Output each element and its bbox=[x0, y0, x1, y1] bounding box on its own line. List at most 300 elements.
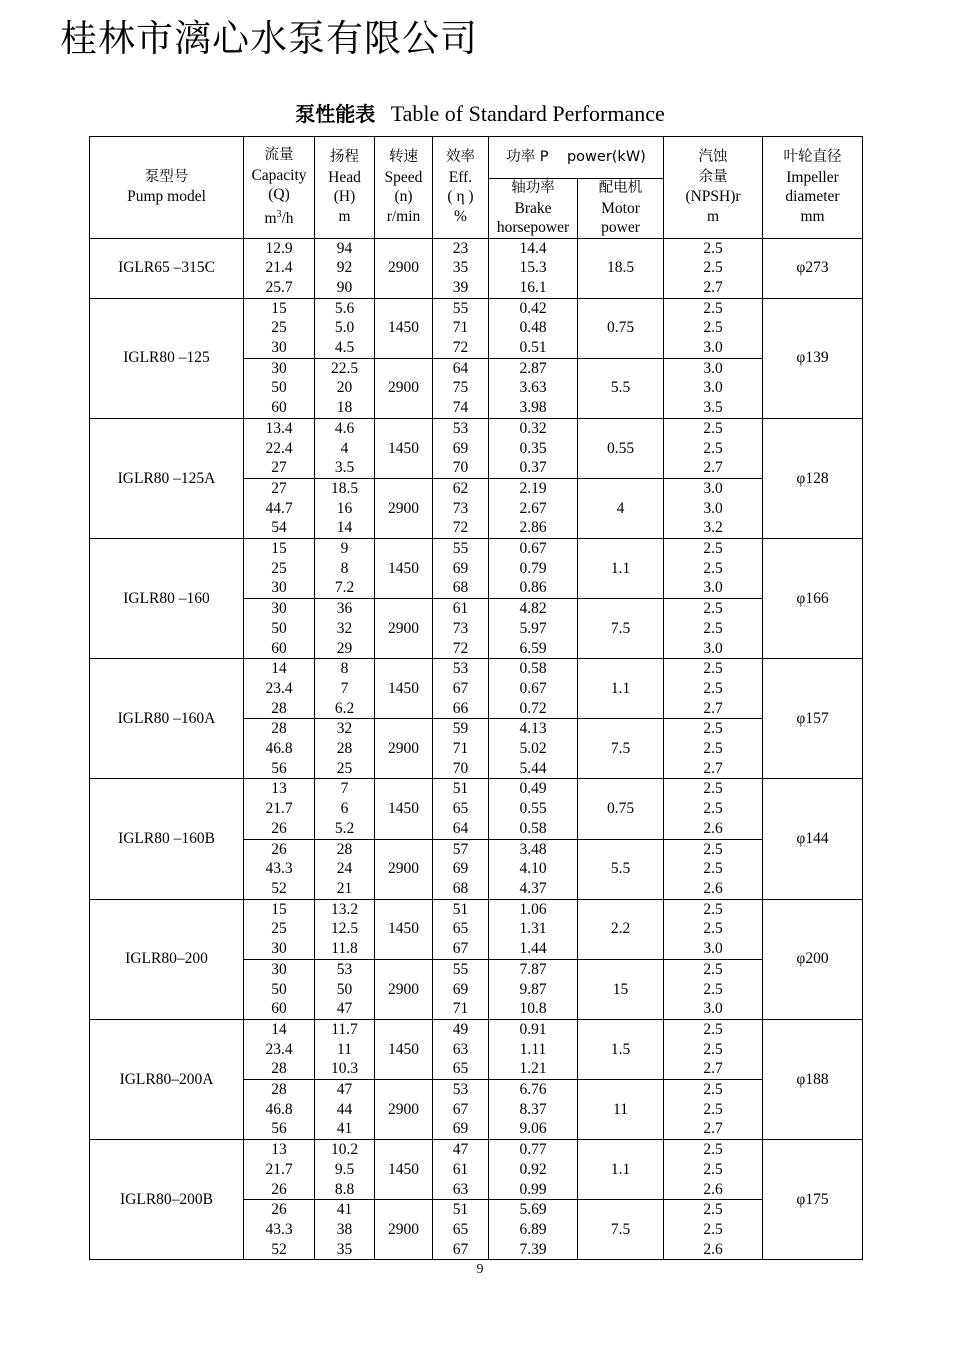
capacity-cell-value: 50 bbox=[271, 379, 287, 397]
brake-cell bbox=[489, 839, 578, 899]
motor-value: 1.1 bbox=[610, 679, 631, 697]
head-cell-value: 94 bbox=[336, 239, 353, 257]
eff-cell-value: 63 bbox=[452, 1040, 469, 1058]
brake-cell bbox=[489, 779, 578, 839]
eff-cell-value: 67 bbox=[452, 1240, 469, 1258]
eff-cell-value: 75 bbox=[452, 379, 469, 397]
brake-cell bbox=[489, 478, 578, 538]
speed-value: 2900 bbox=[388, 980, 419, 998]
head-cell-value: 4.5 bbox=[334, 339, 355, 357]
motor-cell bbox=[578, 839, 664, 899]
eff-cell-value: 71 bbox=[452, 1000, 469, 1018]
capacity-cell bbox=[244, 539, 315, 599]
table-row bbox=[90, 779, 863, 839]
brake-cell bbox=[489, 1140, 578, 1200]
motor-value: 1.5 bbox=[610, 1040, 631, 1058]
head-cell-value: 5.2 bbox=[334, 819, 355, 837]
eff-cell-value: 69 bbox=[452, 439, 469, 457]
eff-cell-value: 65 bbox=[452, 800, 469, 818]
speed-cell bbox=[375, 1200, 433, 1260]
npsh-cell-value: 3.0 bbox=[703, 1000, 723, 1018]
npsh-cell-value: 2.5 bbox=[703, 920, 723, 938]
capacity-cell-value: 56 bbox=[271, 1120, 287, 1138]
brake-cell-value: 2.19 bbox=[519, 479, 547, 497]
header-speed-en: Speed bbox=[384, 168, 423, 186]
impeller-value: φ157 bbox=[796, 710, 829, 728]
eff-cell-value: 73 bbox=[452, 619, 469, 637]
motor-cell bbox=[578, 539, 664, 599]
header-model-cn: 泵型号 bbox=[144, 168, 189, 185]
npsh-cell bbox=[664, 358, 763, 418]
head-cell-value: 11 bbox=[337, 1040, 352, 1058]
eff-cell-value: 64 bbox=[452, 359, 469, 377]
capacity-cell-value: 14 bbox=[271, 1020, 287, 1038]
head-cell bbox=[315, 779, 375, 839]
eff-cell-value: 53 bbox=[452, 660, 469, 678]
brake-cell bbox=[489, 238, 578, 298]
header-capacity bbox=[244, 137, 315, 239]
brake-cell-value: 0.35 bbox=[519, 439, 547, 457]
brake-cell-value: 9.06 bbox=[519, 1120, 547, 1138]
npsh-cell-value: 2.5 bbox=[703, 740, 723, 758]
capacity-cell bbox=[244, 478, 315, 538]
impeller-value: φ139 bbox=[796, 349, 829, 367]
header-brake-en2: horsepower bbox=[496, 219, 570, 236]
motor-cell bbox=[578, 298, 664, 358]
header-power-label: 功率 P power(kW) bbox=[506, 149, 646, 166]
brake-cell-value: 0.58 bbox=[519, 819, 547, 837]
speed-cell bbox=[375, 599, 433, 659]
motor-value: 5.5 bbox=[610, 379, 631, 397]
head-cell bbox=[315, 1140, 375, 1200]
motor-cell bbox=[578, 719, 664, 779]
speed-value: 2900 bbox=[388, 259, 419, 277]
npsh-cell-value: 2.5 bbox=[703, 1220, 723, 1238]
capacity-cell bbox=[244, 298, 315, 358]
capacity-cell-value: 23.4 bbox=[265, 1040, 293, 1058]
speed-value: 1450 bbox=[388, 920, 419, 938]
brake-cell-value: 1.31 bbox=[519, 920, 547, 938]
motor-cell bbox=[578, 779, 664, 839]
head-cell-value: 5.6 bbox=[334, 299, 355, 317]
npsh-cell-value: 2.5 bbox=[703, 259, 723, 277]
motor-cell bbox=[578, 599, 664, 659]
impeller-value: φ200 bbox=[796, 950, 829, 968]
capacity-cell bbox=[244, 1140, 315, 1200]
capacity-cell-value: 54 bbox=[271, 519, 287, 537]
npsh-cell-value: 2.5 bbox=[703, 299, 723, 317]
head-cell-value: 14 bbox=[336, 519, 353, 537]
pump-model-name: IGLR80 –160A bbox=[117, 710, 216, 728]
npsh-cell bbox=[664, 478, 763, 538]
speed-cell bbox=[375, 779, 433, 839]
brake-cell-value: 0.67 bbox=[519, 540, 547, 558]
head-cell-value: 8 bbox=[340, 559, 349, 577]
capacity-cell-value: 30 bbox=[271, 960, 287, 978]
capacity-cell-value: 15 bbox=[271, 299, 287, 317]
capacity-cell bbox=[244, 418, 315, 478]
brake-cell-value: 0.77 bbox=[519, 1141, 547, 1159]
speed-value: 1450 bbox=[388, 800, 419, 818]
pump-model-name: IGLR80–200A bbox=[119, 1070, 214, 1088]
table-row bbox=[90, 899, 863, 959]
head-cell bbox=[315, 1080, 375, 1140]
capacity-cell-value: 15 bbox=[271, 900, 287, 918]
speed-value: 2900 bbox=[388, 1100, 419, 1118]
header-impeller-en1: Impeller bbox=[786, 168, 839, 186]
capacity-cell-value: 25.7 bbox=[265, 278, 293, 296]
capacity-cell bbox=[244, 1019, 315, 1079]
brake-cell bbox=[489, 1019, 578, 1079]
motor-value: 15 bbox=[612, 980, 629, 998]
eff-cell-value: 73 bbox=[452, 499, 469, 517]
brake-cell-value: 0.55 bbox=[519, 800, 547, 818]
header-speed bbox=[375, 137, 433, 239]
motor-cell bbox=[578, 1140, 664, 1200]
eff-cell-value: 57 bbox=[452, 840, 469, 858]
npsh-cell-value: 2.6 bbox=[703, 819, 723, 837]
eff-cell-value: 70 bbox=[452, 759, 469, 777]
brake-cell-value: 1.06 bbox=[519, 900, 547, 918]
npsh-cell bbox=[664, 1080, 763, 1140]
eff-cell bbox=[433, 238, 489, 298]
head-cell-value: 38 bbox=[336, 1220, 353, 1238]
eff-cell bbox=[433, 659, 489, 719]
npsh-cell-value: 2.5 bbox=[703, 860, 723, 878]
capacity-cell-value: 52 bbox=[271, 880, 287, 897]
npsh-cell bbox=[664, 659, 763, 719]
speed-value: 1450 bbox=[388, 559, 419, 577]
capacity-cell-value: 30 bbox=[271, 600, 287, 618]
table-row bbox=[90, 659, 863, 719]
npsh-cell-value: 2.6 bbox=[703, 1240, 723, 1258]
brake-cell-value: 0.72 bbox=[519, 699, 547, 717]
npsh-cell bbox=[664, 959, 763, 1019]
capacity-cell-value: 30 bbox=[271, 940, 287, 958]
impeller-cell bbox=[763, 238, 863, 298]
pump-model-name: IGLR65 –315C bbox=[118, 259, 215, 277]
header-brake bbox=[489, 179, 578, 239]
impeller-cell bbox=[763, 418, 863, 538]
table-title-cn: 泵性能表 bbox=[295, 102, 376, 126]
motor-value: 1.1 bbox=[610, 559, 631, 577]
head-cell-value: 35 bbox=[336, 1240, 353, 1258]
head-cell bbox=[315, 899, 375, 959]
header-eff-en: Eff. bbox=[448, 168, 473, 186]
motor-cell bbox=[578, 478, 664, 538]
header-capacity-cn: 流量 bbox=[264, 147, 294, 164]
head-cell bbox=[315, 358, 375, 418]
impeller-cell bbox=[763, 539, 863, 659]
eff-cell bbox=[433, 839, 489, 899]
table-row bbox=[90, 539, 863, 599]
brake-cell bbox=[489, 1080, 578, 1140]
unit-tail: /h bbox=[281, 209, 294, 227]
capacity-cell-value: 28 bbox=[271, 1060, 287, 1078]
header-head-cn: 扬程 bbox=[330, 149, 359, 166]
speed-cell bbox=[375, 418, 433, 478]
npsh-cell-value: 2.5 bbox=[703, 660, 723, 678]
head-cell-value: 4 bbox=[340, 439, 349, 457]
header-eff-cn: 效率 bbox=[446, 149, 475, 166]
head-cell bbox=[315, 1019, 375, 1079]
brake-cell bbox=[489, 899, 578, 959]
speed-value: 2900 bbox=[388, 740, 419, 758]
eff-cell-value: 49 bbox=[452, 1020, 469, 1038]
motor-value: 0.75 bbox=[606, 319, 635, 337]
eff-cell-value: 69 bbox=[452, 559, 469, 577]
table-row bbox=[90, 1140, 863, 1200]
capacity-cell-value: 46.8 bbox=[265, 740, 293, 758]
brake-cell bbox=[489, 659, 578, 719]
eff-cell bbox=[433, 539, 489, 599]
eff-cell bbox=[433, 1140, 489, 1200]
capacity-cell-value: 21.7 bbox=[265, 1160, 293, 1178]
pump-model-name: IGLR80 –160B bbox=[118, 830, 215, 848]
brake-cell-value: 16.1 bbox=[519, 278, 547, 296]
capacity-cell-value: 13 bbox=[271, 1141, 287, 1159]
npsh-cell-value: 2.5 bbox=[703, 1020, 723, 1038]
npsh-cell-value: 2.7 bbox=[703, 759, 723, 777]
capacity-cell-value: 28 bbox=[271, 720, 287, 738]
eff-cell-value: 47 bbox=[452, 1141, 469, 1159]
capacity-cell-value: 15 bbox=[271, 540, 287, 558]
motor-value: 7.5 bbox=[610, 1220, 631, 1238]
header-power bbox=[489, 137, 664, 179]
head-cell-value: 25 bbox=[336, 759, 353, 777]
npsh-cell bbox=[664, 599, 763, 659]
capacity-cell bbox=[244, 358, 315, 418]
capacity-cell-value: 28 bbox=[271, 1081, 287, 1099]
head-cell-value: 53 bbox=[336, 960, 353, 978]
speed-cell bbox=[375, 539, 433, 599]
brake-cell-value: 8.37 bbox=[519, 1100, 547, 1118]
eff-cell-value: 72 bbox=[452, 339, 469, 357]
eff-cell-value: 70 bbox=[452, 459, 469, 477]
brake-cell bbox=[489, 719, 578, 779]
speed-value: 1450 bbox=[388, 439, 419, 457]
npsh-cell bbox=[664, 779, 763, 839]
pump-model-cell bbox=[90, 779, 244, 899]
npsh-cell-value: 2.5 bbox=[703, 800, 723, 818]
head-cell-value: 18.5 bbox=[330, 479, 359, 497]
brake-cell-value: 0.51 bbox=[519, 339, 547, 357]
capacity-cell-value: 12.9 bbox=[265, 239, 293, 257]
motor-value: 7.5 bbox=[610, 619, 631, 637]
motor-cell bbox=[578, 358, 664, 418]
eff-cell-value: 59 bbox=[452, 720, 469, 738]
brake-cell-value: 3.98 bbox=[519, 399, 547, 417]
brake-cell-value: 4.37 bbox=[519, 880, 547, 897]
npsh-cell-value: 2.5 bbox=[703, 1160, 723, 1178]
eff-cell-value: 69 bbox=[452, 1120, 469, 1138]
head-cell-value: 47 bbox=[336, 1000, 353, 1018]
header-head-symbol: (H) bbox=[333, 188, 356, 206]
capacity-cell-value: 56 bbox=[271, 759, 287, 777]
npsh-cell-value: 2.7 bbox=[703, 699, 723, 717]
eff-cell-value: 62 bbox=[452, 479, 469, 497]
brake-cell-value: 0.67 bbox=[519, 679, 547, 697]
npsh-cell-value: 3.5 bbox=[703, 399, 723, 417]
head-cell bbox=[315, 539, 375, 599]
capacity-cell-value: 30 bbox=[271, 579, 287, 597]
speed-value: 1450 bbox=[388, 679, 419, 697]
brake-cell-value: 1.21 bbox=[519, 1060, 547, 1078]
capacity-cell bbox=[244, 238, 315, 298]
brake-cell-value: 1.44 bbox=[519, 940, 547, 958]
header-npsh-cn2: 余量 bbox=[698, 168, 728, 185]
pump-model-name: IGLR80 –125A bbox=[117, 469, 216, 487]
capacity-cell-value: 25 bbox=[271, 920, 287, 938]
head-cell-value: 47 bbox=[336, 1081, 353, 1099]
eff-cell-value: 53 bbox=[452, 1081, 469, 1099]
capacity-cell-value: 44.7 bbox=[265, 499, 293, 517]
impeller-cell bbox=[763, 659, 863, 779]
motor-value: 0.55 bbox=[606, 439, 635, 457]
eff-cell-value: 53 bbox=[452, 419, 469, 437]
table-row bbox=[90, 1019, 863, 1079]
speed-cell bbox=[375, 298, 433, 358]
capacity-cell bbox=[244, 1200, 315, 1260]
motor-cell bbox=[578, 418, 664, 478]
brake-cell-value: 6.59 bbox=[519, 639, 547, 657]
speed-cell bbox=[375, 959, 433, 1019]
table-row bbox=[90, 298, 863, 358]
npsh-cell-value: 3.0 bbox=[703, 359, 723, 377]
speed-cell bbox=[375, 719, 433, 779]
speed-cell bbox=[375, 839, 433, 899]
pump-model-cell bbox=[90, 1140, 244, 1260]
motor-value: 4 bbox=[616, 499, 625, 517]
eff-cell-value: 71 bbox=[452, 740, 469, 758]
header-npsh-en: (NPSH)r bbox=[685, 188, 741, 206]
eff-cell-value: 72 bbox=[452, 519, 469, 537]
npsh-cell bbox=[664, 1019, 763, 1079]
capacity-cell-value: 23.4 bbox=[265, 679, 293, 697]
capacity-cell bbox=[244, 599, 315, 659]
header-pump-model bbox=[90, 137, 244, 239]
brake-cell-value: 0.42 bbox=[519, 299, 547, 317]
header-eff bbox=[433, 137, 489, 239]
npsh-cell bbox=[664, 719, 763, 779]
head-cell bbox=[315, 238, 375, 298]
motor-value: 7.5 bbox=[610, 740, 631, 758]
pump-model-cell bbox=[90, 659, 244, 779]
npsh-cell-value: 3.0 bbox=[703, 379, 723, 397]
header-npsh bbox=[664, 137, 763, 239]
impeller-cell bbox=[763, 1140, 863, 1260]
brake-cell-value: 0.32 bbox=[519, 419, 547, 437]
eff-cell bbox=[433, 899, 489, 959]
head-cell bbox=[315, 599, 375, 659]
npsh-cell-value: 2.5 bbox=[703, 239, 723, 257]
motor-cell bbox=[578, 899, 664, 959]
eff-cell-value: 64 bbox=[452, 819, 469, 837]
head-cell bbox=[315, 298, 375, 358]
motor-cell bbox=[578, 1200, 664, 1260]
eff-cell-value: 51 bbox=[452, 780, 469, 798]
speed-cell bbox=[375, 478, 433, 538]
header-speed-symbol: (n) bbox=[394, 188, 413, 206]
capacity-cell-value: 26 bbox=[271, 1180, 287, 1198]
header-head-unit: m bbox=[338, 207, 351, 225]
eff-cell-value: 74 bbox=[452, 399, 469, 417]
header-brake-en1: Brake bbox=[514, 199, 552, 217]
npsh-cell-value: 2.7 bbox=[703, 1060, 723, 1078]
eff-cell-value: 68 bbox=[452, 880, 469, 897]
head-cell-value: 6.2 bbox=[334, 699, 355, 717]
capacity-cell-value: 26 bbox=[271, 819, 287, 837]
header-head bbox=[315, 137, 375, 239]
impeller-cell bbox=[763, 779, 863, 899]
eff-cell-value: 23 bbox=[452, 239, 469, 257]
npsh-cell bbox=[664, 839, 763, 899]
capacity-cell-value: 14 bbox=[271, 660, 287, 678]
impeller-cell bbox=[763, 899, 863, 1019]
motor-value: 11 bbox=[613, 1100, 628, 1118]
capacity-cell-value: 13 bbox=[271, 780, 287, 798]
head-cell-value: 5.0 bbox=[334, 319, 355, 337]
table-row bbox=[90, 418, 863, 478]
head-cell-value: 28 bbox=[336, 840, 353, 858]
capacity-cell bbox=[244, 659, 315, 719]
motor-cell bbox=[578, 1080, 664, 1140]
brake-cell-value: 0.91 bbox=[519, 1020, 547, 1038]
npsh-cell-value: 2.5 bbox=[703, 1081, 723, 1099]
head-cell bbox=[315, 659, 375, 719]
npsh-cell-value: 2.5 bbox=[703, 439, 723, 457]
brake-cell-value: 4.82 bbox=[519, 600, 547, 618]
brake-cell bbox=[489, 1200, 578, 1260]
header-motor bbox=[578, 179, 664, 239]
head-cell-value: 36 bbox=[336, 600, 353, 618]
brake-cell-value: 5.97 bbox=[519, 619, 547, 637]
capacity-cell-value: 30 bbox=[271, 359, 287, 377]
brake-cell-value: 4.10 bbox=[519, 860, 547, 878]
unit-base: m bbox=[264, 209, 277, 227]
eff-cell-value: 39 bbox=[452, 278, 469, 296]
eff-cell-value: 72 bbox=[452, 639, 469, 657]
capacity-cell-value: 60 bbox=[271, 1000, 287, 1018]
header-speed-cn: 转速 bbox=[389, 149, 418, 166]
company-name: 桂林市漓心水泵有限公司 bbox=[60, 17, 478, 60]
capacity-cell-value: 25 bbox=[271, 559, 287, 577]
head-cell-value: 10.3 bbox=[330, 1060, 359, 1078]
head-cell bbox=[315, 719, 375, 779]
npsh-cell-value: 2.7 bbox=[703, 278, 723, 296]
eff-cell-value: 67 bbox=[452, 1100, 469, 1118]
capacity-cell bbox=[244, 899, 315, 959]
brake-cell bbox=[489, 418, 578, 478]
eff-cell bbox=[433, 959, 489, 1019]
table-title-en: Table of Standard Performance bbox=[390, 101, 665, 126]
header-impeller bbox=[763, 137, 863, 239]
pump-model-cell bbox=[90, 418, 244, 538]
npsh-cell-value: 2.7 bbox=[703, 1120, 723, 1138]
eff-cell-value: 65 bbox=[452, 920, 469, 938]
capacity-cell-value: 60 bbox=[271, 639, 287, 657]
head-cell-value: 4.6 bbox=[334, 419, 355, 437]
header-capacity-symbol: (Q) bbox=[268, 186, 290, 204]
motor-value: 2.2 bbox=[610, 920, 631, 938]
eff-cell-value: 67 bbox=[452, 940, 469, 958]
speed-cell bbox=[375, 899, 433, 959]
head-cell-value: 16 bbox=[336, 499, 353, 517]
head-cell-value: 8 bbox=[340, 660, 349, 678]
pump-model-name: IGLR80–200B bbox=[120, 1190, 213, 1208]
npsh-cell bbox=[664, 1140, 763, 1200]
speed-value: 2900 bbox=[388, 860, 419, 878]
